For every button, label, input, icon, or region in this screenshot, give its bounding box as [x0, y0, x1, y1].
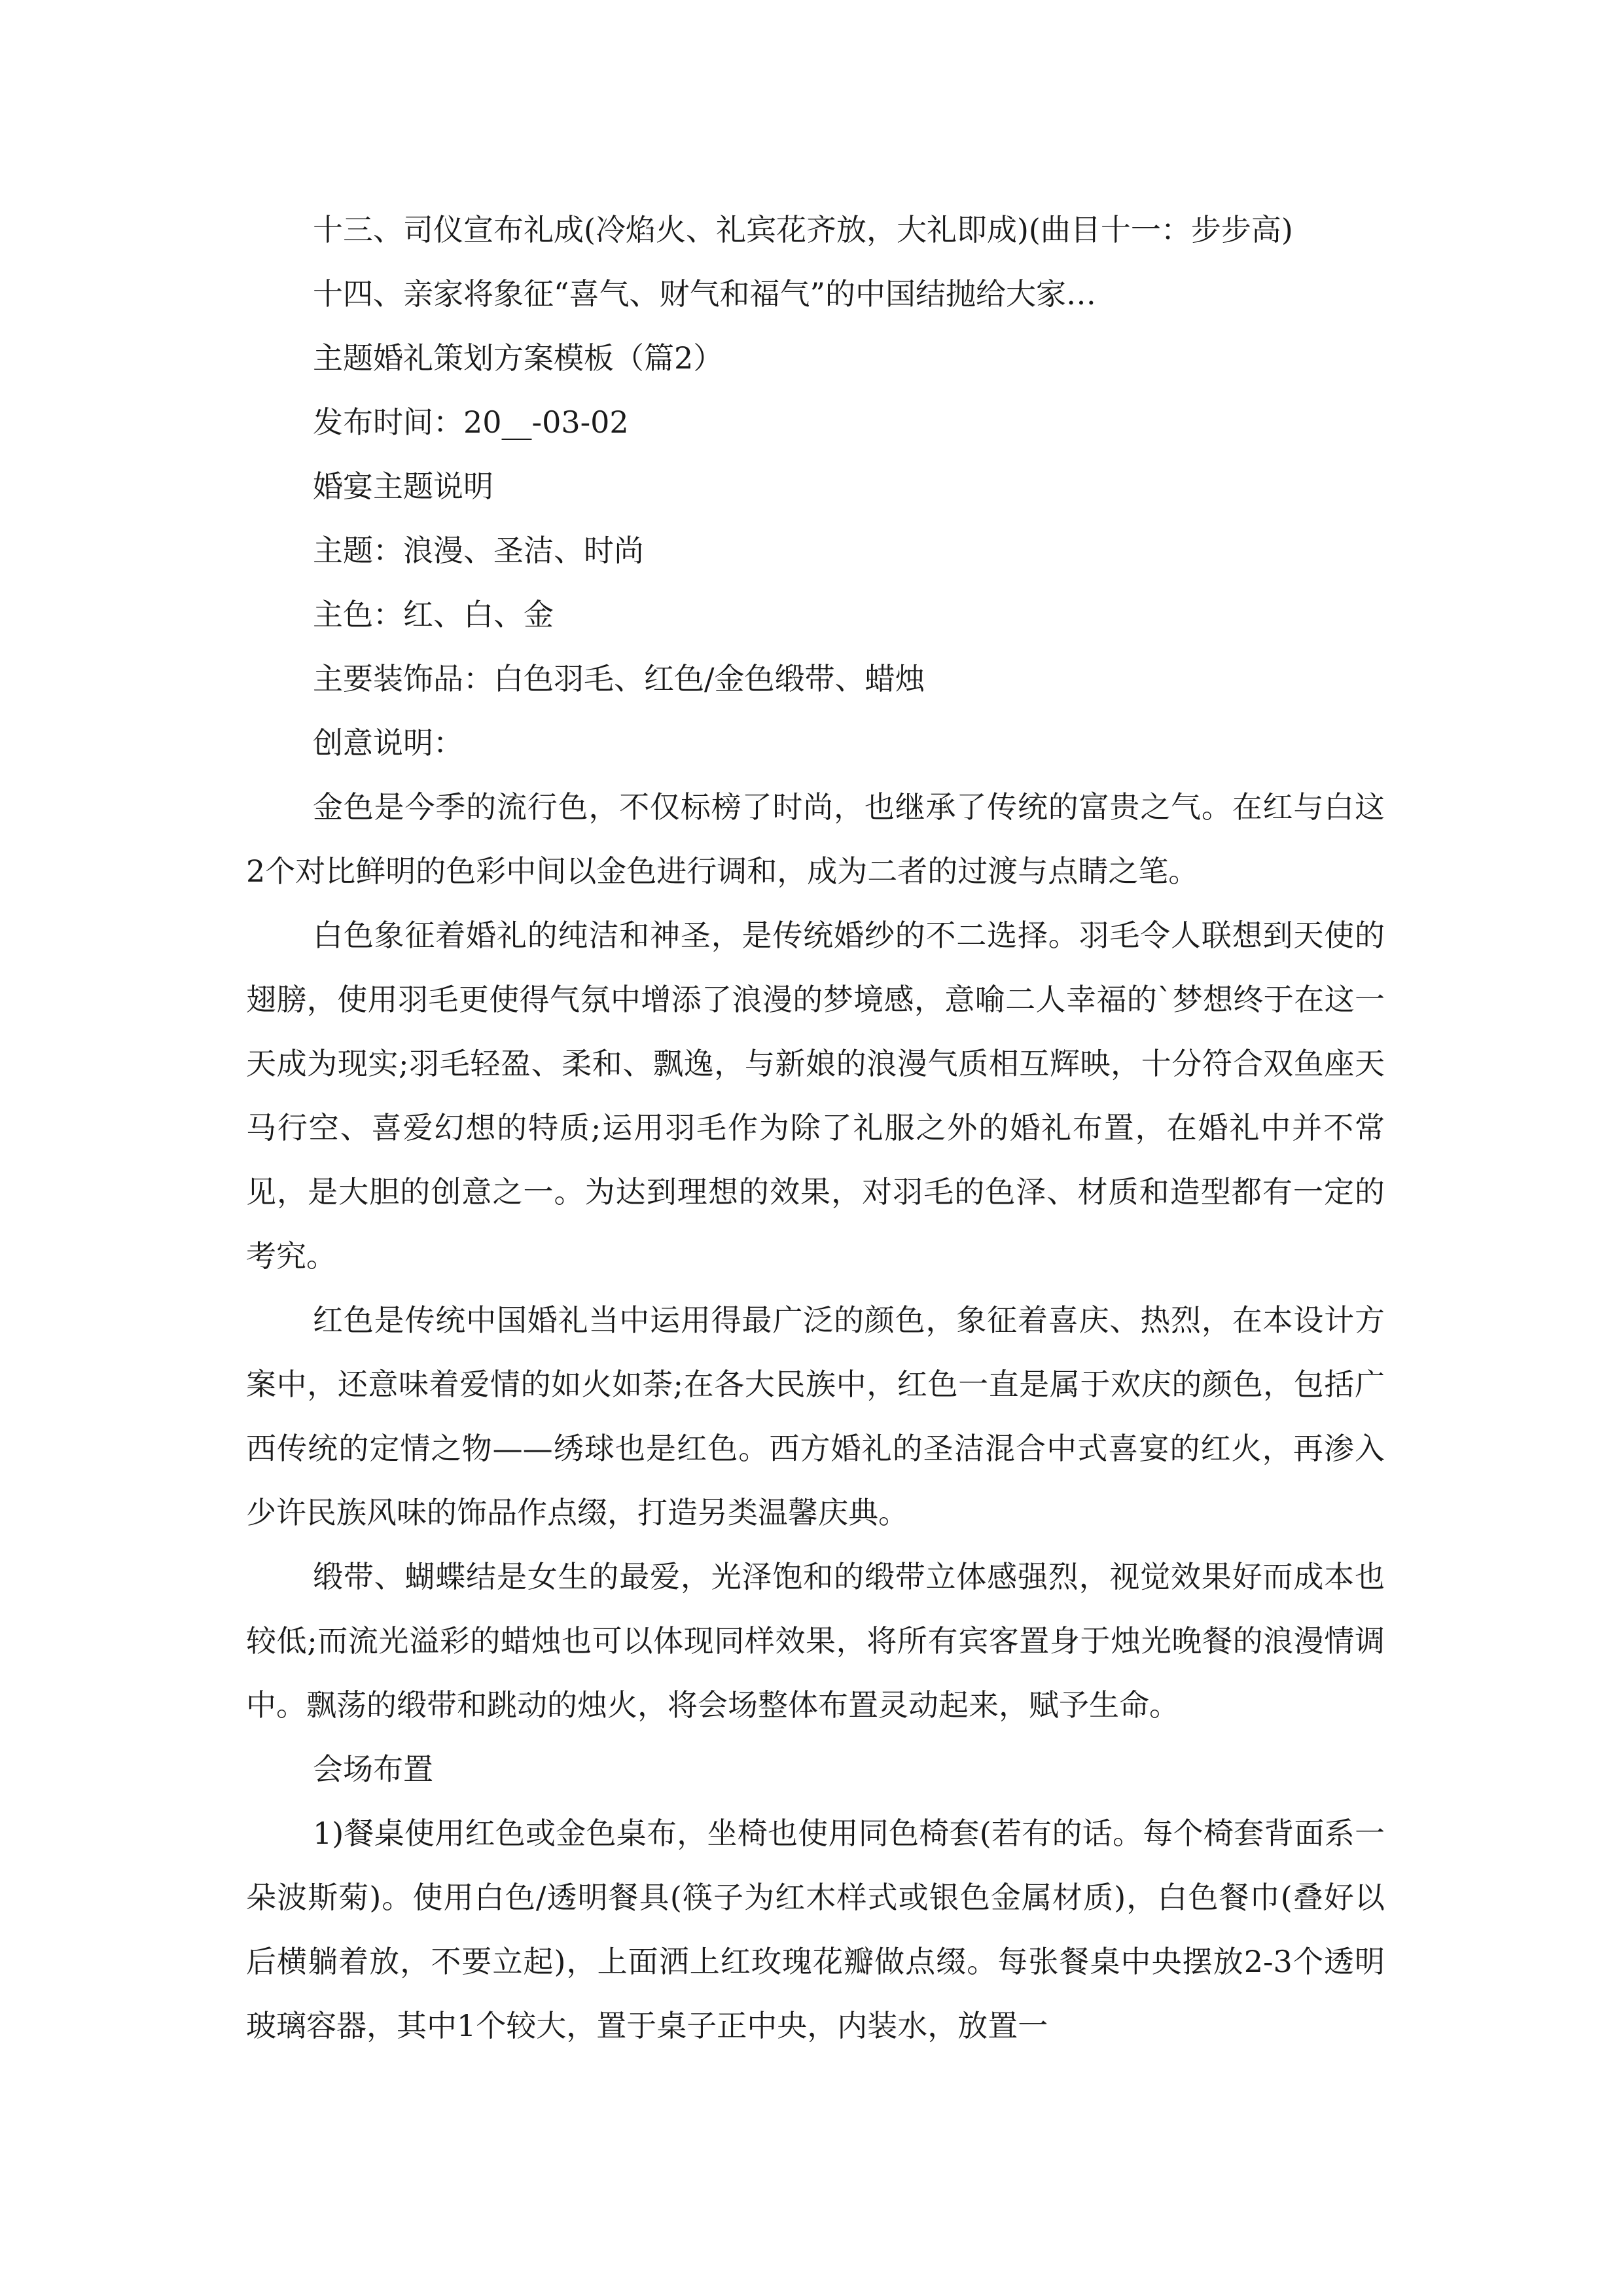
text-line: 十四、亲家将象征“喜气、财气和福气”的中国结抛给大家… [313, 276, 1097, 312]
publish-date: 发布时间：20__-03-02 [313, 404, 629, 440]
paragraph: 缎带、蝴蝶结是女生的最爱，光泽饱和的缎带立体感强烈，视觉效果好而成本也较低;而流光溢彩的蜡烛也可以体现同样效果，将所有宾客置身于烛光晚餐的浪漫情调中。飘荡的缎带和跳动的烛火，将会场整体布置灵动起来，赋予生命。 [246, 1559, 1385, 1723]
document-title: 主题婚礼策划方案模板（篇2） [313, 340, 724, 376]
text-line: 十三、司仪宣布礼成(冷焰火、礼宾花齐放，大礼即成)(曲目十一：步步高) [313, 212, 1293, 247]
text-line: 主要装饰品：白色羽毛、红色/金色缎带、蜡烛 [313, 661, 925, 696]
document-body [246, 198, 1385, 2058]
paragraph: 红色是传统中国婚礼当中运用得最广泛的颜色，象征着喜庆、热烈，在本设计方案中，还意味着爱情的如火如荼;在各大民族中，红色一直是属于欢庆的颜色，包括广西传统的定情之物——绣球也是红色。西方婚礼的圣洁混合中式喜宴的红火，再渗入少许民族风味的饰品作点缀，打造另类温馨庆典。 [246, 1302, 1385, 1530]
section-heading: 会场布置 [313, 1751, 433, 1787]
text-line: 主色：红、白、金 [313, 597, 554, 632]
paragraph: 金色是今季的流行色，不仅标榜了时尚，也继承了传统的富贵之气。在红与白这2个对比鲜明的色彩中间以金色进行调和，成为二者的过渡与点睛之笔。 [246, 789, 1385, 889]
text-line: 主题：浪漫、圣洁、时尚 [313, 533, 644, 568]
text-line: 创意说明： [313, 725, 463, 761]
section-heading: 婚宴主题说明 [313, 469, 493, 504]
paragraph: 1)餐桌使用红色或金色桌布，坐椅也使用同色椅套(若有的话。每个椅套背面系一朵波斯菊)。使用白色/透明餐具(筷子为红木样式或银色金属材质)，白色餐巾(叠好以后横躺着放，不要立起)，上面洒上红玫瑰花瓣做点缀。每张餐桌中央摆放2-3个透明玻璃容器，其中1个较大，置于桌子正中央，内装水，放置一 [246, 1816, 1385, 2043]
paragraph: 白色象征着婚礼的纯洁和神圣，是传统婚纱的不二选择。羽毛令人联想到天使的翅膀，使用羽毛更使得气氛中增添了浪漫的梦境感，意喻二人幸福的`梦想终于在这一天成为现实;羽毛轻盈、柔和、飘逸，与新娘的浪漫气质相互辉映，十分符合双鱼座天马行空、喜爱幻想的特质;运用羽毛作为除了礼服之外的婚礼布置，在婚礼中并不常见，是大胆的创意之一。为达到理想的效果，对羽毛的色泽、材质和造型都有一定的考究。 [246, 918, 1385, 1274]
